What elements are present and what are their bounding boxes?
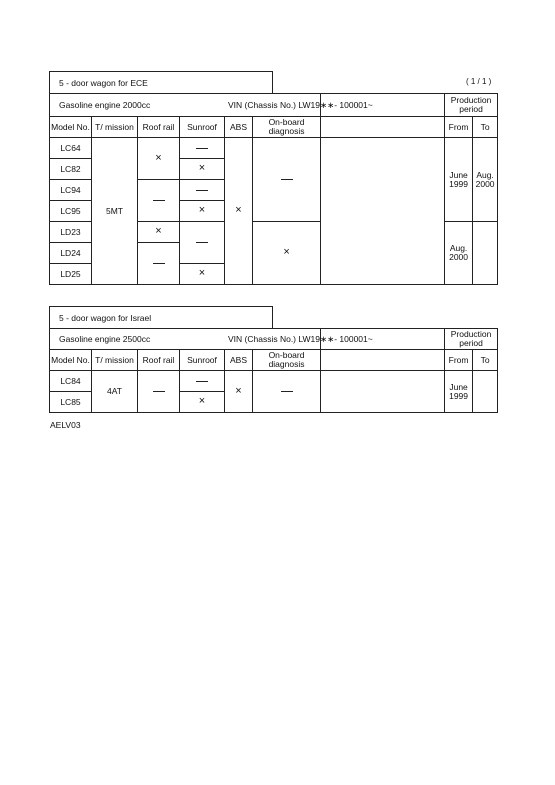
header-obd: On-board diagnosis xyxy=(253,350,321,371)
mission-cell: 5MT xyxy=(92,138,138,285)
model-cell: LC64 xyxy=(50,138,92,159)
header-roof-rail: Roof rail xyxy=(138,117,180,138)
mission-cell: 4AT xyxy=(92,371,138,413)
sunroof-cell xyxy=(180,138,225,159)
to-cell xyxy=(473,222,498,285)
abs-cell: × xyxy=(225,371,253,413)
from-cell: June 1999 xyxy=(445,371,473,413)
dash-mark xyxy=(196,381,208,382)
header-mission: T/ mission xyxy=(92,350,138,371)
model-cell: LC84 xyxy=(50,371,92,392)
model-cell: LC95 xyxy=(50,201,92,222)
section-title-text: 5 - door wagon for Israel xyxy=(59,313,152,323)
production-period-header: Production period xyxy=(445,329,498,350)
sunroof-cell xyxy=(180,180,225,201)
abs-cell: × xyxy=(225,138,253,285)
roof-rail-cell xyxy=(138,371,180,413)
header-to: To xyxy=(473,350,498,371)
obd-cell xyxy=(253,371,321,413)
vin-text: VIN (Chassis No.) LW19∗∗- 100001~ xyxy=(228,100,373,110)
roof-rail-cell xyxy=(138,243,180,285)
spec-table-ece xyxy=(49,93,498,285)
dash-mark xyxy=(196,148,208,149)
to-cell xyxy=(473,371,498,413)
engine-label: Gasoline engine 2000cc xyxy=(50,94,321,117)
model-cell: LD24 xyxy=(50,243,92,264)
roof-rail-cell: × xyxy=(138,138,180,180)
dash-mark xyxy=(281,179,293,180)
model-cell: LC85 xyxy=(50,392,92,413)
dash-mark xyxy=(153,200,165,201)
header-abs: ABS xyxy=(225,117,253,138)
header-from: From xyxy=(445,117,473,138)
sunroof-cell: × xyxy=(180,392,225,413)
dash-mark xyxy=(196,242,208,243)
dash-mark xyxy=(196,190,208,191)
sunroof-cell: × xyxy=(180,201,225,222)
vin-text: VIN (Chassis No.) LW19∗∗- 100001~ xyxy=(228,334,373,344)
header-model: Model No. xyxy=(50,117,92,138)
header-blank xyxy=(321,117,445,138)
header-roof-rail: Roof rail xyxy=(138,350,180,371)
obd-cell: × xyxy=(253,222,321,285)
sunroof-cell: × xyxy=(180,264,225,285)
header-model: Model No. xyxy=(50,350,92,371)
header-blank xyxy=(321,350,445,371)
model-cell: LD25 xyxy=(50,264,92,285)
header-mission: T/ mission xyxy=(92,117,138,138)
engine-label: Gasoline engine 2500cc xyxy=(50,329,321,350)
from-cell: Aug. 2000 xyxy=(445,222,473,285)
dash-mark xyxy=(153,391,165,392)
model-cell: LC94 xyxy=(50,180,92,201)
dash-mark xyxy=(281,391,293,392)
remarks-cell xyxy=(321,138,445,285)
model-cell: LC82 xyxy=(50,159,92,180)
header-obd: On-board diagnosis xyxy=(253,117,321,138)
header-abs: ABS xyxy=(225,350,253,371)
from-cell: June 1999 xyxy=(445,138,473,222)
page-number: ( 1 / 1 ) xyxy=(466,77,492,86)
footer-code: AELV03 xyxy=(50,420,81,430)
production-period-header: Production period xyxy=(445,94,498,117)
header-sunroof: Sunroof xyxy=(180,350,225,371)
remarks-cell xyxy=(321,371,445,413)
to-cell: Aug. 2000 xyxy=(473,138,498,222)
sunroof-cell xyxy=(180,222,225,264)
section-title-ece xyxy=(49,71,273,93)
roof-rail-cell xyxy=(138,180,180,222)
section-title-israel xyxy=(49,306,273,328)
model-cell: LD23 xyxy=(50,222,92,243)
header-from: From xyxy=(445,350,473,371)
sunroof-cell xyxy=(180,371,225,392)
roof-rail-cell: × xyxy=(138,222,180,243)
sunroof-cell: × xyxy=(180,159,225,180)
dash-mark xyxy=(153,263,165,264)
obd-cell xyxy=(253,138,321,222)
header-to: To xyxy=(473,117,498,138)
header-sunroof: Sunroof xyxy=(180,117,225,138)
section-title-text: 5 - door wagon for ECE xyxy=(59,78,148,88)
